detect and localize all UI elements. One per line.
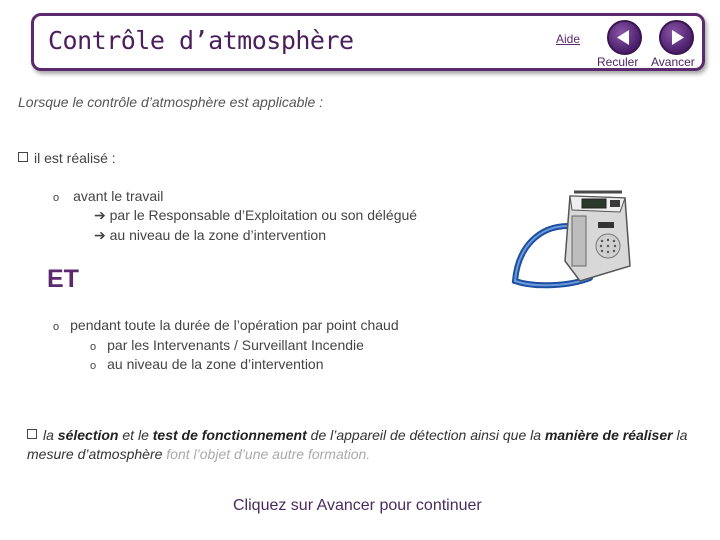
text-span: la mesure d’atmosphère bbox=[27, 427, 688, 462]
forward-button[interactable] bbox=[659, 20, 694, 55]
help-link[interactable]: Aide bbox=[556, 32, 581, 46]
text-span: de l’appareil de détection ainsi que la bbox=[306, 427, 545, 443]
intro-text: Lorsque le contrôle d’atmosphère est applicable : bbox=[18, 94, 324, 110]
list-item bbox=[94, 207, 417, 224]
item-text: par les Intervenants / Surveillant Incendie bbox=[107, 337, 364, 353]
back-button[interactable] bbox=[607, 20, 642, 55]
square-bullet-icon bbox=[18, 152, 28, 162]
list-item bbox=[90, 356, 324, 372]
page-title: Contrôle d’atmosphère bbox=[48, 26, 354, 55]
triangle-left-icon bbox=[609, 22, 640, 53]
forward-label: Avancer bbox=[651, 55, 695, 69]
circle-bullet-icon: o bbox=[90, 341, 97, 353]
et-label: ET bbox=[47, 265, 79, 293]
text-span: test de fonctionnement bbox=[152, 427, 307, 443]
item-text: au niveau de la zone d’intervention bbox=[107, 356, 324, 372]
square-bullet-icon bbox=[27, 429, 37, 439]
text-span: et le bbox=[118, 427, 153, 443]
triangle-right-icon bbox=[661, 22, 692, 53]
circle-bullet-icon: o bbox=[90, 360, 97, 372]
list-item bbox=[53, 317, 399, 333]
right-arrow-icon: ➔ bbox=[94, 227, 110, 243]
list-item bbox=[94, 227, 326, 244]
right-arrow-icon: ➔ bbox=[94, 207, 110, 223]
gas-detector-icon bbox=[510, 186, 650, 291]
text-span: manière de réaliser bbox=[544, 427, 673, 443]
item-text: au niveau de la zone d’intervention bbox=[109, 227, 327, 243]
text-span: font l’objet d’une autre formation. bbox=[166, 446, 371, 462]
final-paragraph bbox=[27, 426, 697, 464]
item-text: il est réalisé : bbox=[34, 150, 116, 166]
item-text: avant le travail bbox=[73, 188, 164, 204]
circle-bullet-icon: o bbox=[53, 321, 60, 333]
text-span: sélection bbox=[57, 427, 119, 443]
text-span: la bbox=[43, 427, 58, 443]
circle-bullet-icon: o bbox=[53, 192, 60, 204]
back-label: Reculer bbox=[597, 55, 639, 69]
item-text: pendant toute la durée de l’opération par point chaud bbox=[70, 317, 399, 333]
continue-instruction: Cliquez sur Avancer pour continuer bbox=[233, 497, 482, 514]
item-text: par le Responsable d’Exploitation ou son délégué bbox=[109, 207, 418, 223]
list-item bbox=[18, 150, 116, 166]
list-item bbox=[90, 337, 364, 353]
list-item bbox=[53, 188, 163, 204]
